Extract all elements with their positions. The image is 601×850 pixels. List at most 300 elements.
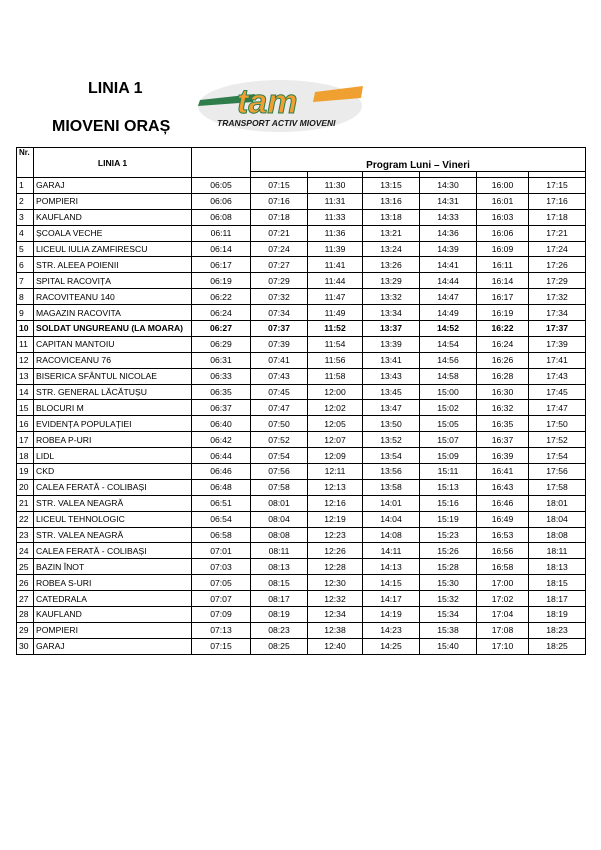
departure-time: 13:34: [363, 305, 420, 321]
departure-time: 14:01: [363, 495, 420, 511]
departure-time: 08:08: [251, 527, 308, 543]
departure-time: 14:41: [420, 257, 477, 273]
departure-time: 16:30: [477, 384, 529, 400]
departure-time: 06:31: [192, 352, 251, 368]
departure-time: 14:30: [420, 178, 477, 194]
logo-text: tam: [237, 83, 298, 121]
departure-time: 16:28: [477, 368, 529, 384]
table-row: [17, 241, 586, 257]
departure-time: 13:47: [363, 400, 420, 416]
departure-time: 07:50: [251, 416, 308, 432]
departure-time: 15:40: [420, 638, 477, 654]
departure-time: 15:23: [420, 527, 477, 543]
row-number: 4: [17, 225, 34, 241]
table-row: [17, 305, 586, 321]
departure-time: 07:07: [192, 591, 251, 607]
departure-time: 17:10: [477, 638, 529, 654]
stop-name: STR. ALEEA POIENII: [34, 257, 192, 273]
stop-name: STR. VALEA NEAGRĂ: [34, 527, 192, 543]
departure-time: 18:23: [529, 622, 586, 638]
row-number: 21: [17, 495, 34, 511]
departure-time: 12:11: [308, 464, 363, 480]
departure-time: 11:58: [308, 368, 363, 384]
stop-name: SPITAL RACOVIȚA: [34, 273, 192, 289]
table-row: [17, 321, 586, 337]
departure-time: 12:30: [308, 575, 363, 591]
departure-time: 16:11: [477, 257, 529, 273]
table-row: [17, 225, 586, 241]
stop-name: BLOCURI M: [34, 400, 192, 416]
departure-time: 16:24: [477, 336, 529, 352]
departure-time: 16:53: [477, 527, 529, 543]
row-number: 11: [17, 336, 34, 352]
departure-time: 06:19: [192, 273, 251, 289]
departure-time: 07:45: [251, 384, 308, 400]
departure-time: 17:16: [529, 193, 586, 209]
departure-time: 11:56: [308, 352, 363, 368]
departure-time: 17:18: [529, 209, 586, 225]
table-row: [17, 479, 586, 495]
row-number: 29: [17, 622, 34, 638]
departure-time: 06:33: [192, 368, 251, 384]
departure-time: 08:13: [251, 559, 308, 575]
departure-time: 06:06: [192, 193, 251, 209]
departure-time: 15:32: [420, 591, 477, 607]
departure-time: 14:23: [363, 622, 420, 638]
departure-time: 14:04: [363, 511, 420, 527]
departure-time: 06:05: [192, 178, 251, 194]
departure-time: 07:54: [251, 448, 308, 464]
departure-time: 15:30: [420, 575, 477, 591]
departure-time: 16:39: [477, 448, 529, 464]
table-row: [17, 289, 586, 305]
logo-subtitle: TRANSPORT ACTIV MIOVENI: [217, 118, 336, 128]
departure-time: 11:52: [308, 321, 363, 337]
row-number: 5: [17, 241, 34, 257]
departure-time: 16:22: [477, 321, 529, 337]
table-row: [17, 495, 586, 511]
departure-time: 07:05: [192, 575, 251, 591]
stop-name: KAUFLAND: [34, 607, 192, 623]
departure-time: 18:08: [529, 527, 586, 543]
departure-time: 11:31: [308, 193, 363, 209]
stop-name: LIDL: [34, 448, 192, 464]
departure-time: 14:52: [420, 321, 477, 337]
departure-time: 08:11: [251, 543, 308, 559]
departure-time: 13:54: [363, 448, 420, 464]
departure-time: 06:24: [192, 305, 251, 321]
stop-name: CKD: [34, 464, 192, 480]
row-number: 10: [17, 321, 34, 337]
departure-time: 11:30: [308, 178, 363, 194]
departure-time: 17:32: [529, 289, 586, 305]
departure-time: 11:36: [308, 225, 363, 241]
page-subtitle: MIOVENI ORAȘ: [52, 118, 171, 135]
departure-time: 17:41: [529, 352, 586, 368]
table-row: [17, 336, 586, 352]
departure-time: 13:52: [363, 432, 420, 448]
tam-logo: [195, 76, 365, 136]
departure-time: 14:47: [420, 289, 477, 305]
stop-name: CALEA FERATĂ - COLIBAȘI: [34, 479, 192, 495]
departure-time: 13:32: [363, 289, 420, 305]
departure-time: 06:29: [192, 336, 251, 352]
departure-time: 14:58: [420, 368, 477, 384]
table-row: [17, 591, 586, 607]
departure-time: 13:39: [363, 336, 420, 352]
departure-time: 18:04: [529, 511, 586, 527]
table-row: [17, 559, 586, 575]
table-row: [17, 273, 586, 289]
departure-time: 07:52: [251, 432, 308, 448]
departure-time: 12:40: [308, 638, 363, 654]
departure-time: 13:45: [363, 384, 420, 400]
departure-time: 13:43: [363, 368, 420, 384]
stop-name: BISERICA SFÂNTUL NICOLAE: [34, 368, 192, 384]
departure-time: 07:09: [192, 607, 251, 623]
departure-time: 13:29: [363, 273, 420, 289]
stop-name: BAZIN ÎNOT: [34, 559, 192, 575]
table-row: [17, 527, 586, 543]
table-row: [17, 352, 586, 368]
departure-time: 14:08: [363, 527, 420, 543]
departure-time: 07:43: [251, 368, 308, 384]
row-number: 19: [17, 464, 34, 480]
departure-time: 16:26: [477, 352, 529, 368]
departure-time: 17:08: [477, 622, 529, 638]
stop-name: ȘCOALA VECHE: [34, 225, 192, 241]
departure-time: 12:00: [308, 384, 363, 400]
departure-time: 15:16: [420, 495, 477, 511]
departure-time: 18:25: [529, 638, 586, 654]
departure-time: 13:24: [363, 241, 420, 257]
departure-time: 14:44: [420, 273, 477, 289]
stop-name: POMPIERI: [34, 622, 192, 638]
departure-time: 16:17: [477, 289, 529, 305]
departure-time: 13:56: [363, 464, 420, 480]
departure-time: 16:09: [477, 241, 529, 257]
departure-time: 07:47: [251, 400, 308, 416]
page-title: LINIA 1: [88, 80, 143, 97]
departure-time: 16:00: [477, 178, 529, 194]
departure-time: 18:17: [529, 591, 586, 607]
departure-time: 06:51: [192, 495, 251, 511]
row-number: 25: [17, 559, 34, 575]
departure-time: 06:17: [192, 257, 251, 273]
table-row: [17, 607, 586, 623]
table-row: [17, 178, 586, 194]
departure-time: 12:23: [308, 527, 363, 543]
departure-time: 06:44: [192, 448, 251, 464]
departure-time: 07:24: [251, 241, 308, 257]
row-number: 27: [17, 591, 34, 607]
departure-time: 17:29: [529, 273, 586, 289]
table-row: [17, 622, 586, 638]
departure-time: 13:16: [363, 193, 420, 209]
departure-time: 13:50: [363, 416, 420, 432]
program-header: Program Luni – Vineri: [251, 148, 586, 172]
departure-time: 13:37: [363, 321, 420, 337]
row-number: 12: [17, 352, 34, 368]
departure-time: 17:37: [529, 321, 586, 337]
departure-time: 06:08: [192, 209, 251, 225]
departure-time: 15:07: [420, 432, 477, 448]
table-header-row: [17, 148, 586, 172]
departure-time: 11:33: [308, 209, 363, 225]
departure-time: 15:05: [420, 416, 477, 432]
departure-time: 16:14: [477, 273, 529, 289]
departure-time: 14:33: [420, 209, 477, 225]
departure-time: 16:58: [477, 559, 529, 575]
departure-time: 07:03: [192, 559, 251, 575]
row-number: 24: [17, 543, 34, 559]
departure-time: 07:13: [192, 622, 251, 638]
departure-time: 17:24: [529, 241, 586, 257]
departure-time: 07:34: [251, 305, 308, 321]
departure-time: 12:02: [308, 400, 363, 416]
row-number: 22: [17, 511, 34, 527]
departure-time: 16:01: [477, 193, 529, 209]
table-row: [17, 384, 586, 400]
departure-time: 17:43: [529, 368, 586, 384]
row-number: 18: [17, 448, 34, 464]
row-number: 16: [17, 416, 34, 432]
departure-time: 16:49: [477, 511, 529, 527]
departure-time: 14:17: [363, 591, 420, 607]
departure-time: 15:28: [420, 559, 477, 575]
table-row: [17, 368, 586, 384]
departure-time: 08:25: [251, 638, 308, 654]
departure-time: 13:41: [363, 352, 420, 368]
table-row: [17, 416, 586, 432]
departure-time: 15:11: [420, 464, 477, 480]
stop-name: RACOVICEANU 76: [34, 352, 192, 368]
departure-time: 07:27: [251, 257, 308, 273]
departure-time: 14:15: [363, 575, 420, 591]
departure-time: 07:41: [251, 352, 308, 368]
departure-time: 16:32: [477, 400, 529, 416]
departure-time: 07:16: [251, 193, 308, 209]
departure-time: 06:48: [192, 479, 251, 495]
stop-name: STR. VALEA NEAGRĂ: [34, 495, 192, 511]
departure-time: 08:19: [251, 607, 308, 623]
stop-name: ROBEA S-URI: [34, 575, 192, 591]
departure-time: 13:26: [363, 257, 420, 273]
departure-time: 11:54: [308, 336, 363, 352]
departure-time: 06:40: [192, 416, 251, 432]
table-row: [17, 209, 586, 225]
table-row: [17, 193, 586, 209]
departure-time: 12:32: [308, 591, 363, 607]
departure-time: 16:37: [477, 432, 529, 448]
departure-time: 07:15: [192, 638, 251, 654]
stop-name: MAGAZIN RACOVITA: [34, 305, 192, 321]
departure-time: 08:01: [251, 495, 308, 511]
departure-time: 11:41: [308, 257, 363, 273]
departure-time: 17:26: [529, 257, 586, 273]
schedule-table: [16, 147, 586, 655]
departure-time: 07:32: [251, 289, 308, 305]
departure-time: 08:17: [251, 591, 308, 607]
departure-time: 14:13: [363, 559, 420, 575]
row-number: 1: [17, 178, 34, 194]
row-number: 9: [17, 305, 34, 321]
stop-name: CATEDRALA: [34, 591, 192, 607]
departure-time: 12:19: [308, 511, 363, 527]
row-number: 23: [17, 527, 34, 543]
line-header: LINIA 1: [34, 148, 192, 178]
departure-time: 12:28: [308, 559, 363, 575]
row-number: 3: [17, 209, 34, 225]
departure-time: 18:11: [529, 543, 586, 559]
departure-time: 15:19: [420, 511, 477, 527]
row-number: 14: [17, 384, 34, 400]
departure-time: 14:36: [420, 225, 477, 241]
departure-time: 18:15: [529, 575, 586, 591]
row-number: 26: [17, 575, 34, 591]
stop-name: GARAJ: [34, 178, 192, 194]
departure-time: 11:39: [308, 241, 363, 257]
stop-name: RACOVITEANU 140: [34, 289, 192, 305]
departure-time: 17:47: [529, 400, 586, 416]
departure-time: 14:49: [420, 305, 477, 321]
departure-time: 15:13: [420, 479, 477, 495]
departure-time: 16:03: [477, 209, 529, 225]
departure-time: 16:46: [477, 495, 529, 511]
departure-time: 07:56: [251, 464, 308, 480]
departure-time: 14:54: [420, 336, 477, 352]
row-number: 6: [17, 257, 34, 273]
departure-time: 07:29: [251, 273, 308, 289]
departure-time: 18:13: [529, 559, 586, 575]
row-number: 30: [17, 638, 34, 654]
departure-time: 07:39: [251, 336, 308, 352]
departure-time: 17:39: [529, 336, 586, 352]
departure-time: 15:34: [420, 607, 477, 623]
departure-time: 12:26: [308, 543, 363, 559]
stop-name: CALEA FERATĂ - COLIBAȘI: [34, 543, 192, 559]
stop-name: CAPITAN MANTOIU: [34, 336, 192, 352]
departure-time: 15:00: [420, 384, 477, 400]
stop-name: GARAJ: [34, 638, 192, 654]
departure-time: 14:56: [420, 352, 477, 368]
row-number: 15: [17, 400, 34, 416]
departure-time: 15:26: [420, 543, 477, 559]
table-row: [17, 432, 586, 448]
row-number: 8: [17, 289, 34, 305]
row-number: 13: [17, 368, 34, 384]
row-number: 7: [17, 273, 34, 289]
departure-time: 13:21: [363, 225, 420, 241]
departure-time: 08:23: [251, 622, 308, 638]
table-row: [17, 543, 586, 559]
departure-time: 06:14: [192, 241, 251, 257]
departure-time: 06:46: [192, 464, 251, 480]
departure-time: 06:27: [192, 321, 251, 337]
departure-time: 07:58: [251, 479, 308, 495]
departure-time: 13:15: [363, 178, 420, 194]
departure-time: 07:21: [251, 225, 308, 241]
table-row: [17, 448, 586, 464]
table-row: [17, 511, 586, 527]
departure-time: 12:05: [308, 416, 363, 432]
departure-time: 11:47: [308, 289, 363, 305]
departure-time: 17:50: [529, 416, 586, 432]
departure-time: 17:21: [529, 225, 586, 241]
departure-time: 17:54: [529, 448, 586, 464]
table-row: [17, 638, 586, 654]
nr-header: Nr.: [17, 148, 34, 178]
departure-time: 06:11: [192, 225, 251, 241]
departure-time: 17:02: [477, 591, 529, 607]
stop-name: LICEUL TEHNOLOGIC: [34, 511, 192, 527]
departure-time: 12:09: [308, 448, 363, 464]
departure-time: 15:09: [420, 448, 477, 464]
departure-time: 12:34: [308, 607, 363, 623]
departure-time: 06:22: [192, 289, 251, 305]
departure-time: 14:19: [363, 607, 420, 623]
departure-time: 16:43: [477, 479, 529, 495]
stop-name: SOLDAT UNGUREANU (LA MOARA): [34, 321, 192, 337]
table-row: [17, 464, 586, 480]
departure-time: 16:35: [477, 416, 529, 432]
departure-time: 14:31: [420, 193, 477, 209]
departure-time: 17:34: [529, 305, 586, 321]
departure-time: 16:41: [477, 464, 529, 480]
stop-name: LICEUL IULIA ZAMFIRESCU: [34, 241, 192, 257]
departure-time: 14:11: [363, 543, 420, 559]
departure-time: 07:01: [192, 543, 251, 559]
row-number: 2: [17, 193, 34, 209]
departure-time: 17:52: [529, 432, 586, 448]
departure-time: 13:58: [363, 479, 420, 495]
departure-time: 15:38: [420, 622, 477, 638]
departure-time: 18:19: [529, 607, 586, 623]
departure-time: 16:56: [477, 543, 529, 559]
departure-time: 14:25: [363, 638, 420, 654]
departure-time: 17:15: [529, 178, 586, 194]
departure-time: 06:37: [192, 400, 251, 416]
row-number: 17: [17, 432, 34, 448]
stop-name: ROBEA P-URI: [34, 432, 192, 448]
departure-time: 17:58: [529, 479, 586, 495]
departure-time: 12:38: [308, 622, 363, 638]
departure-time: 15:02: [420, 400, 477, 416]
table-row: [17, 400, 586, 416]
departure-time: 06:54: [192, 511, 251, 527]
departure-time: 12:16: [308, 495, 363, 511]
departure-time: 08:15: [251, 575, 308, 591]
departure-time: 17:56: [529, 464, 586, 480]
stop-name: STR. GENERAL LĂCĂTUȘU: [34, 384, 192, 400]
departure-time: 13:18: [363, 209, 420, 225]
departure-time: 07:15: [251, 178, 308, 194]
table-row: [17, 575, 586, 591]
departure-time: 18:01: [529, 495, 586, 511]
departure-time: 08:04: [251, 511, 308, 527]
row-number: 28: [17, 607, 34, 623]
row-number: 20: [17, 479, 34, 495]
stop-name: EVIDENȚA POPULAȚIEI: [34, 416, 192, 432]
departure-time: 06:35: [192, 384, 251, 400]
departure-time: 17:04: [477, 607, 529, 623]
departure-time: 07:37: [251, 321, 308, 337]
table-row: [17, 257, 586, 273]
departure-time: 07:18: [251, 209, 308, 225]
departure-time: 16:06: [477, 225, 529, 241]
departure-time: 17:00: [477, 575, 529, 591]
departure-time: 17:45: [529, 384, 586, 400]
